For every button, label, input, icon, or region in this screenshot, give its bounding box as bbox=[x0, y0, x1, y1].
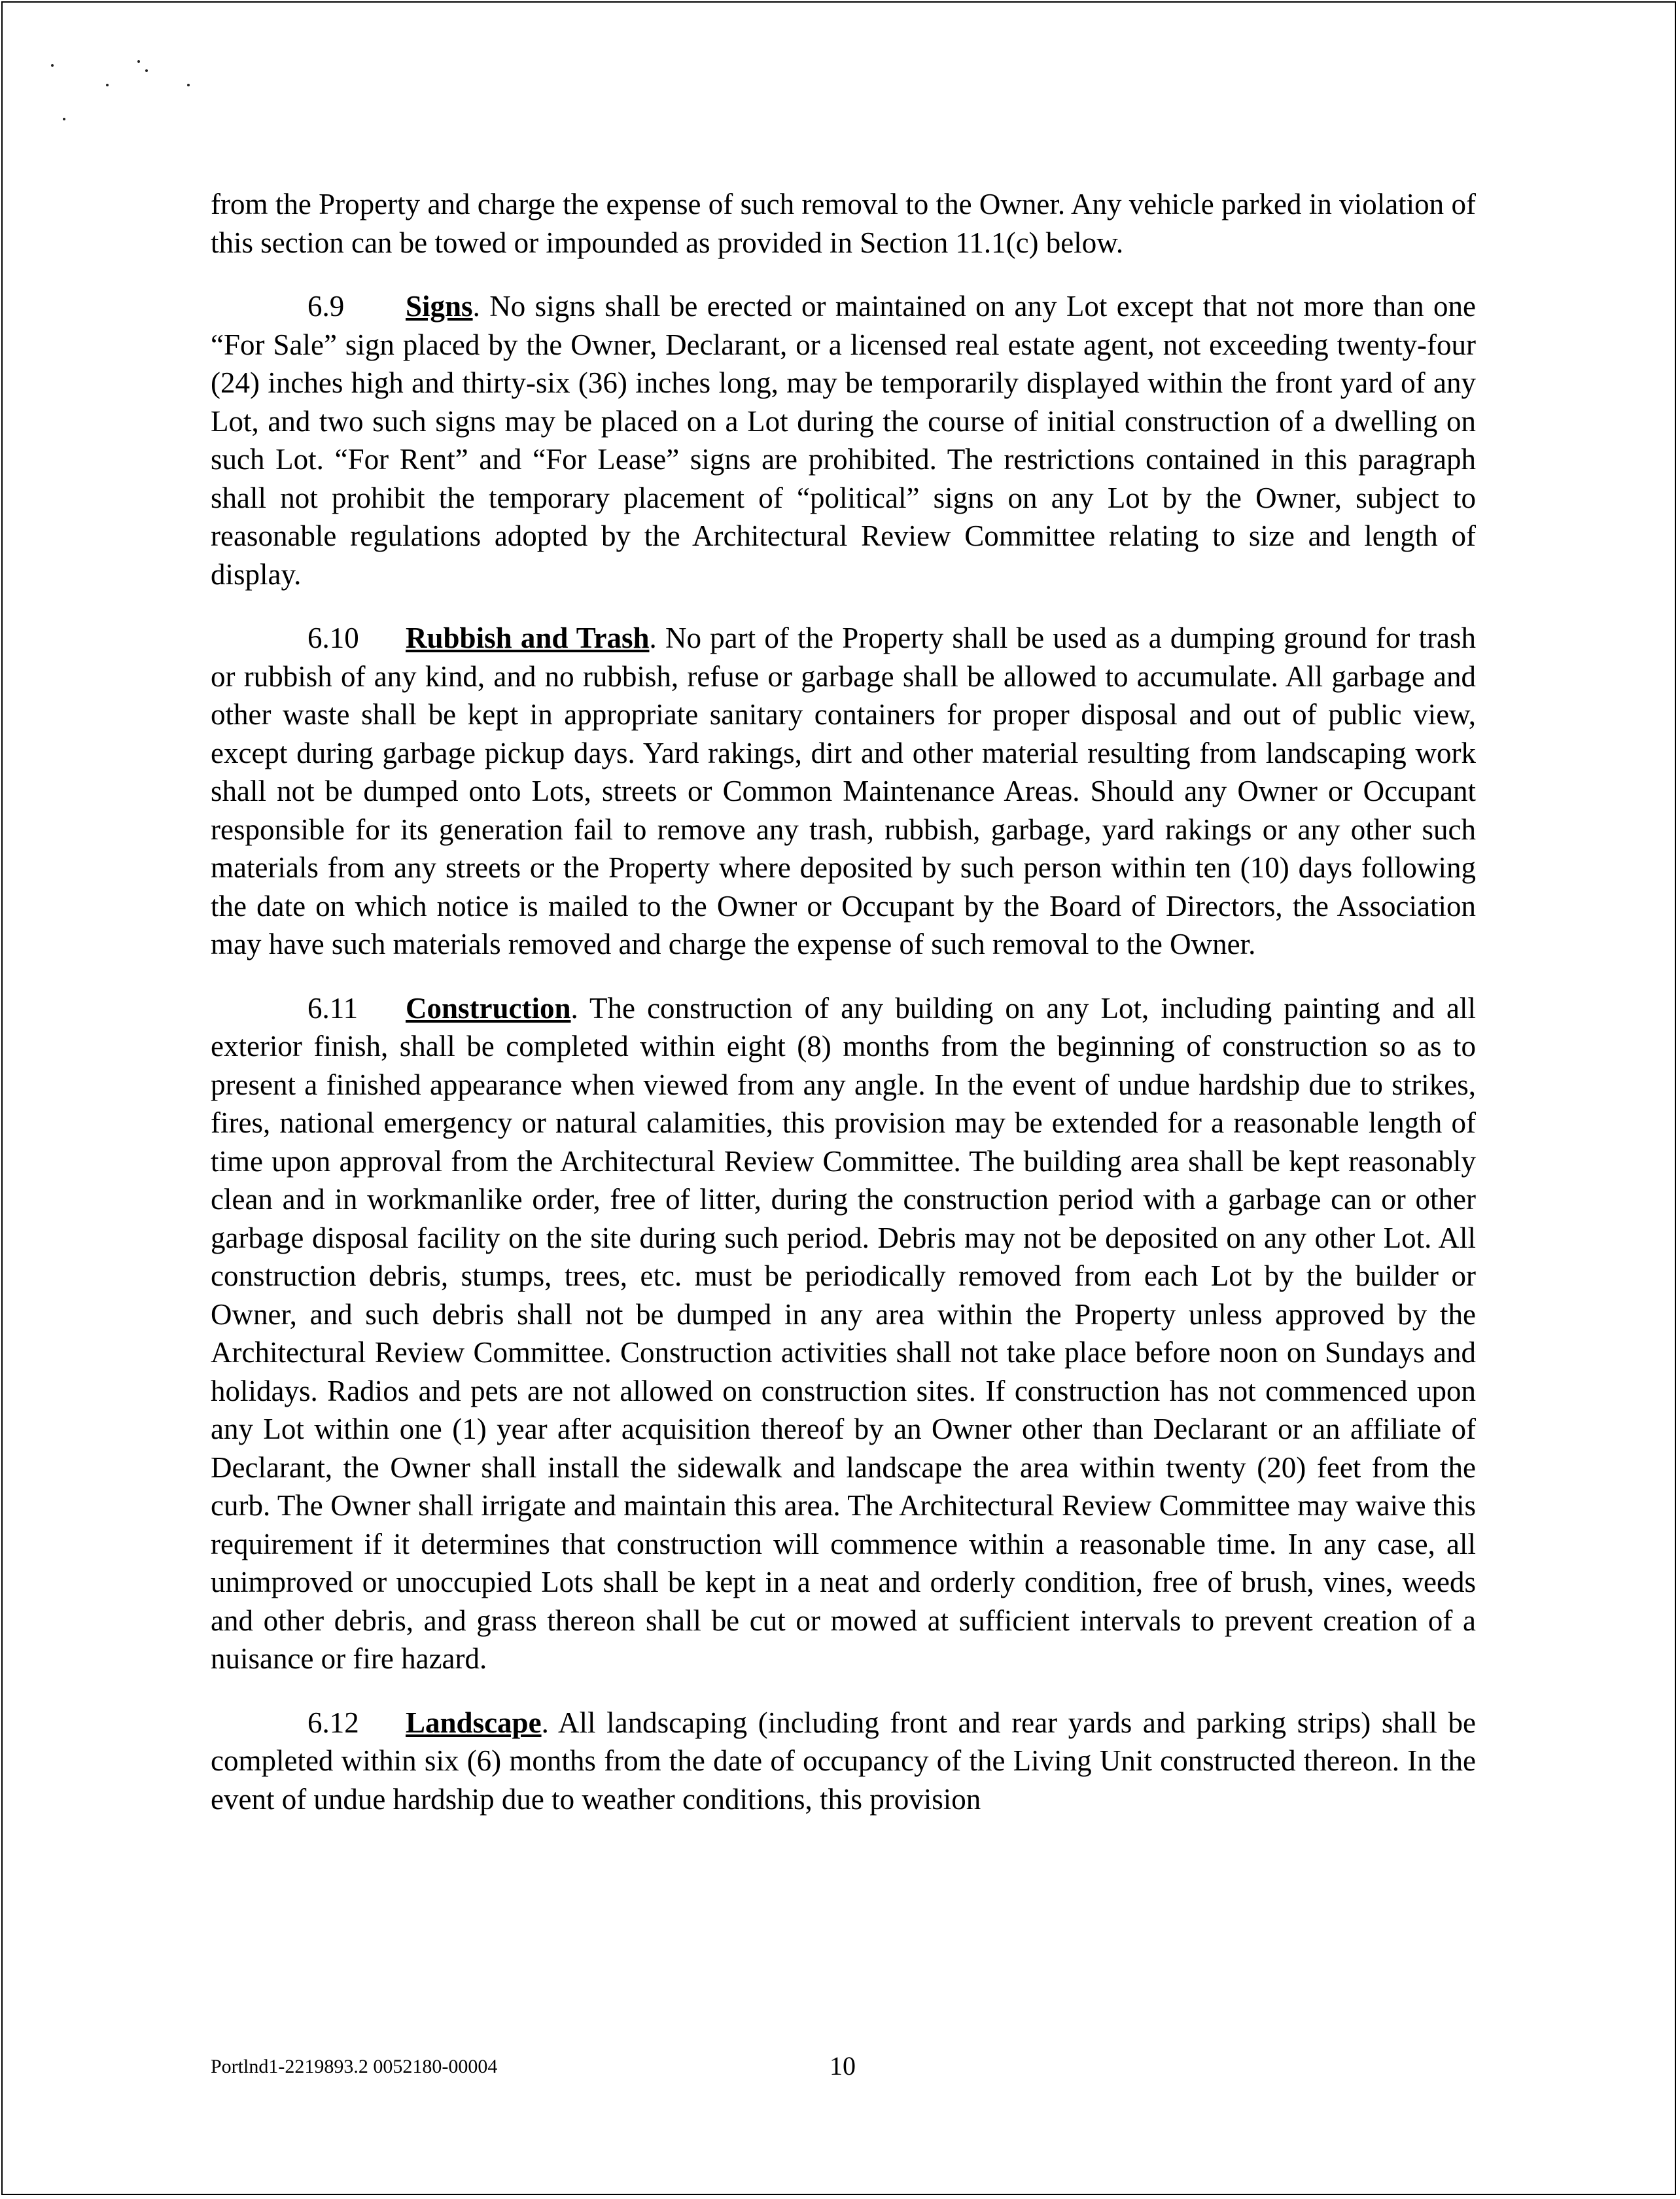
section-body: . No signs shall be erected or maintained on any Lot except that not more than one “For Sale” sign placed by the Owner, Declarant, or a licensed real estate agent, not exceeding twenty-four (24) inches high and thirty-six (36) inches long, may be temporarily displayed within the front yard of any Lot, and two such signs may be placed on a Lot during the course of initial construction of a dwelling on such Lot. “For Rent” and “For Lease” signs are prohibited. The restrictions contained in this paragraph shall not prohibit the temporary placement of “political” signs on any Lot by the Owner, subject to reasonable regulations adopted by the Architectural Review Committee relating to size and length of display. bbox=[211, 290, 1476, 591]
section-title: Signs bbox=[406, 290, 473, 323]
document-body bbox=[211, 185, 1476, 1844]
scan-speck bbox=[145, 69, 148, 72]
section-number: 6.10 bbox=[307, 622, 359, 654]
section-6-11 bbox=[211, 989, 1476, 1678]
section-number: 6.11 bbox=[307, 991, 359, 1025]
footer-document-id: Portlnd1-2219893.2 0052180-00004 bbox=[211, 2056, 498, 2077]
section-body: . No part of the Property shall be used as a dumping ground for trash or rubbish of any kind, and no rubbish, refuse or garbage shall be allowed to accumulate. All garbage and other waste shall be kept in appropriate sanitary containers for proper disposal and out of public view, except during garbage pickup days. Yard rakings, dirt and other material resulting from landscaping work shall not be dumped onto Lots, streets or Common Maintenance Areas. Should any Owner or Occupant responsible for its generation fail to remove any trash, rubbish, garbage, yard rakings or any other such materials from any streets or the Property where deposited by such person within ten (10) days following the date on which notice is mailed to the Owner or Occupant by the Board of Directors, the Association may have such materials removed and charge the expense of such removal to the Owner. bbox=[211, 622, 1476, 960]
section-title: Construction bbox=[406, 991, 571, 1025]
section-title: Rubbish and Trash bbox=[406, 622, 650, 654]
section-body: . The construction of any building on any Lot, including painting and all exterior finish, shall be completed within eight (8) months from the beginning of construction so as to present a finished appearance when viewed from any angle. In the event of undue hardship due to strikes, fires, national emergency or natural calamities, this provision may be extended for a reasonable length of time upon approval from the Architectural Review Committee. The building area shall be kept reasonably clean and in workmanlike order, free of litter, during the construction period with a garbage can or other garbage disposal facility on the site during such period. Debris may not be deposited on any other Lot. All construction debris, stumps, trees, etc. must be periodically removed from each Lot by the builder or Owner, and such debris shall not be dumped in any area within the Property unless approved by the Architectural Review Committee. Construction activities shall not take place before noon on Sundays and holidays. Radios and pets are not allowed on construction sites. If construction has not commenced upon any Lot within one (1) year after acquisition thereof by an Owner other than Declarant or an affiliate of Declarant, the Owner shall install the sidewalk and landscape the area within twenty (20) feet from the curb. The Owner shall irrigate and maintain this area. The Architectural Review Committee may waive this requirement if it determines that construction will commence within a reasonable time. In any case, all unimproved or unoccupied Lots shall be kept in a neat and orderly condition, free of brush, vines, weeds and other debris, and grass thereon shall be cut or mowed at sufficient intervals to prevent creation of a nuisance or fire hazard. bbox=[211, 991, 1476, 1675]
scan-speck bbox=[51, 64, 54, 67]
page-number: 10 bbox=[830, 2051, 856, 2081]
scan-speck bbox=[137, 60, 140, 63]
section-6-12 bbox=[211, 1704, 1476, 1819]
section-body: . All landscaping (including front and rear yards and parking strips) shall be completed within six (6) months from the date of occupancy of the Living Unit constructed thereon. In the event of undue hardship due to weather conditions, this provision bbox=[211, 1706, 1476, 1816]
section-6-9 bbox=[211, 287, 1476, 593]
section-6-10 bbox=[211, 619, 1476, 964]
scan-speck bbox=[106, 84, 109, 86]
section-title: Landscape bbox=[406, 1706, 542, 1739]
scan-speck bbox=[187, 84, 190, 86]
section-number: 6.12 bbox=[307, 1706, 359, 1739]
scan-speck bbox=[63, 118, 65, 120]
section-number: 6.9 bbox=[307, 290, 345, 323]
continuation-paragraph: from the Property and charge the expense of such removal to the Owner. Any vehicle parked in violation of this section can be towed or impounded as provided in Section 11.1(c) below. bbox=[211, 188, 1476, 259]
